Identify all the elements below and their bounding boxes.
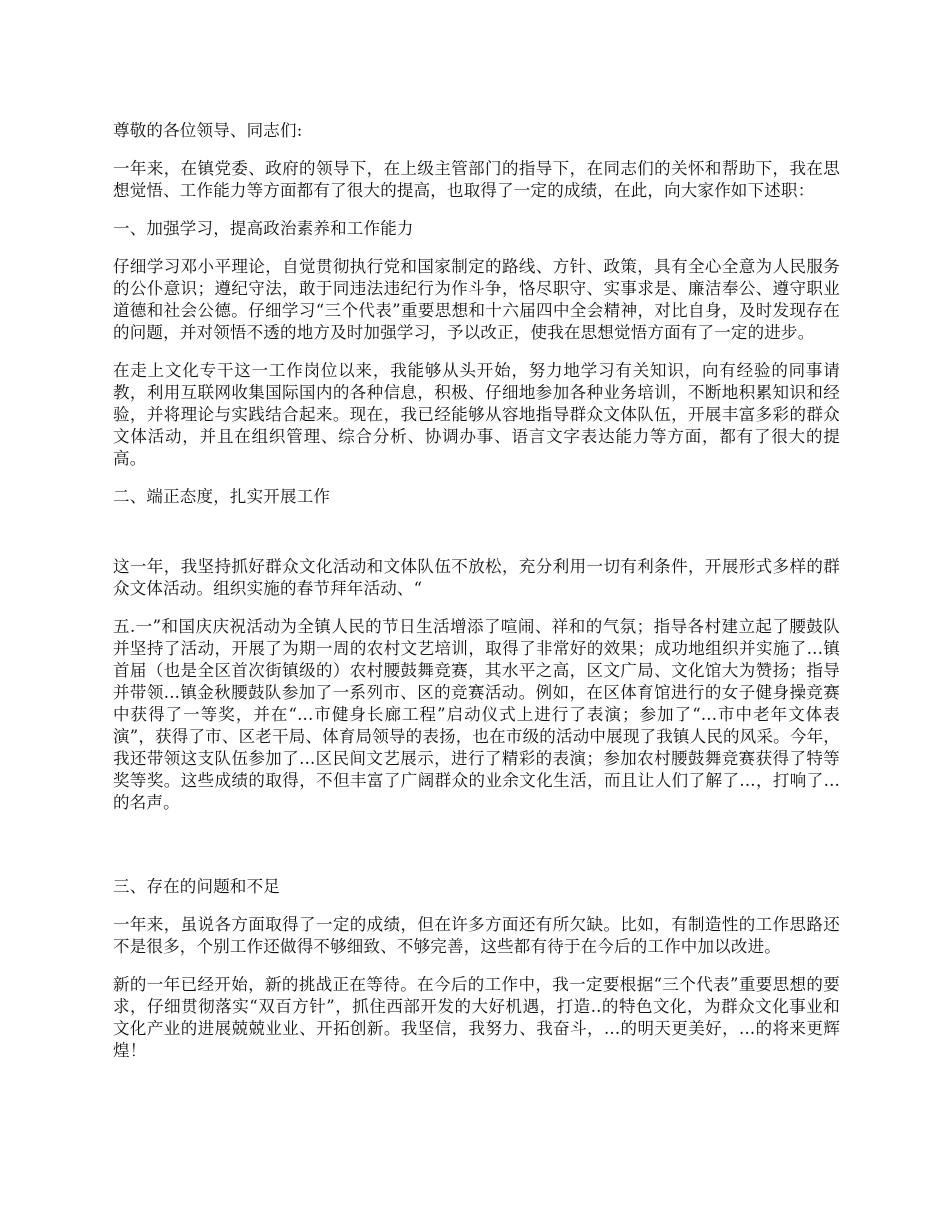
section-1-paragraph-2: 在走上文化专干这一工作岗位以来，我能够从头开始，努力地学习有关知识，向有经验的同事请教，利用互联网收集国际国内的各种信息，积极、仔细地参加各种业务培训，不断地积累知识和经验，并将理论与实践结合起来。现在，我已经能够从容地指导群众文体队伍，开展丰富多彩的群众文体活动，并且在组织管理、综合分析、协调办事、语言文字表达能力等方面，都有了很大的提高。 bbox=[113, 361, 840, 468]
intro-paragraph: 一年来，在镇党委、政府的领导下，在上级主管部门的指导下，在同志们的关怀和帮助下，我在思想觉悟、工作能力等方面都有了很大的提高，也取得了一定的成绩，在此，向大家作如下述职： bbox=[113, 159, 840, 200]
section-3-paragraph-1: 一年来，虽说各方面取得了一定的成绩，但在许多方面还有所欠缺。比如，有制造性的工作思路还不是很多，个别工作还做得不够细致、不够完善，这些都有待于在今后的工作中加以改进。 bbox=[113, 915, 840, 956]
section-3-paragraph-2: 新的一年已经开始，新的挑战正在等待。在今后的工作中，我一定要根据“三个代表”重要思想的要求，仔细贯彻落实“双百方针”，抓住西部开发的大好机遇，打造..的特色文化，为群众文化事业和文化产业的进展兢兢业业、开拓创新。我坚信，我努力、我奋斗，...的明天更美好，...的将来更辉煌！ bbox=[113, 975, 840, 1060]
section-1-heading: 一、加强学习，提高政治素养和工作能力 bbox=[113, 219, 414, 238]
section-1-paragraph-1: 仔细学习邓小平理论，自觉贯彻执行党和国家制定的路线、方针、政策，具有全心全意为人民服务的公仆意识；遵纪守法，敢于同违法违纪行为作斗争，恪尽职守、实事求是、廉洁奉公、遵守职业道德和社会公德。仔细学习“三个代表”重要思想和十六届四中全会精神，对比自身，及时发现存在的问题，并对领悟不透的地方及时加强学习，予以改正，使我在思想觉悟方面有了一定的进步。 bbox=[113, 257, 840, 342]
section-2-heading: 二、端正态度，扎实开展工作 bbox=[113, 487, 331, 506]
section-2-paragraph-2: 五.一”和国庆庆祝活动为全镇人民的节日生活增添了喧闹、祥和的气氛；指导各村建立起了腰鼓队并坚持了活动，开展了为期一周的农村文艺培训，取得了非常好的效果；成功地组织并实施了...镇首届（也是全区首次街镇级的）农村腰鼓舞竞赛，其水平之高，区文广局、文化馆大为赞扬；指导并带领...镇金秋腰鼓队参加了一系列市、区的竞赛活动。例如，在区体育馆进行的女子健身操竞赛中获得了一等奖，并在“...市健身长廊工程”启动仪式上进行了表演；参加了“...市中老年文体表演”，获得了市、区老干局、体育局领导的表扬，也在市级的活动中展现了我镇人民的风采。今年，我还带领这支队伍参加了...区民间文艺展示，进行了精彩的表演；参加农村腰鼓舞竞赛获得了特等奖等奖。这些成绩的取得，不但丰富了广阔群众的业余文化生活，而且让人们了解了...，打响了...的名声。 bbox=[113, 617, 840, 812]
document-body bbox=[113, 120, 840, 1062]
section-2-paragraph-1: 这一年，我坚持抓好群众文化活动和文体队伍不放松，充分利用一切有利条件，开展形式多样的群众文体活动。组织实施的春节拜年活动、“ bbox=[113, 557, 840, 598]
section-3-heading: 三、存在的问题和不足 bbox=[113, 877, 280, 896]
salutation: 尊敬的各位领导、同志们: bbox=[113, 121, 303, 140]
